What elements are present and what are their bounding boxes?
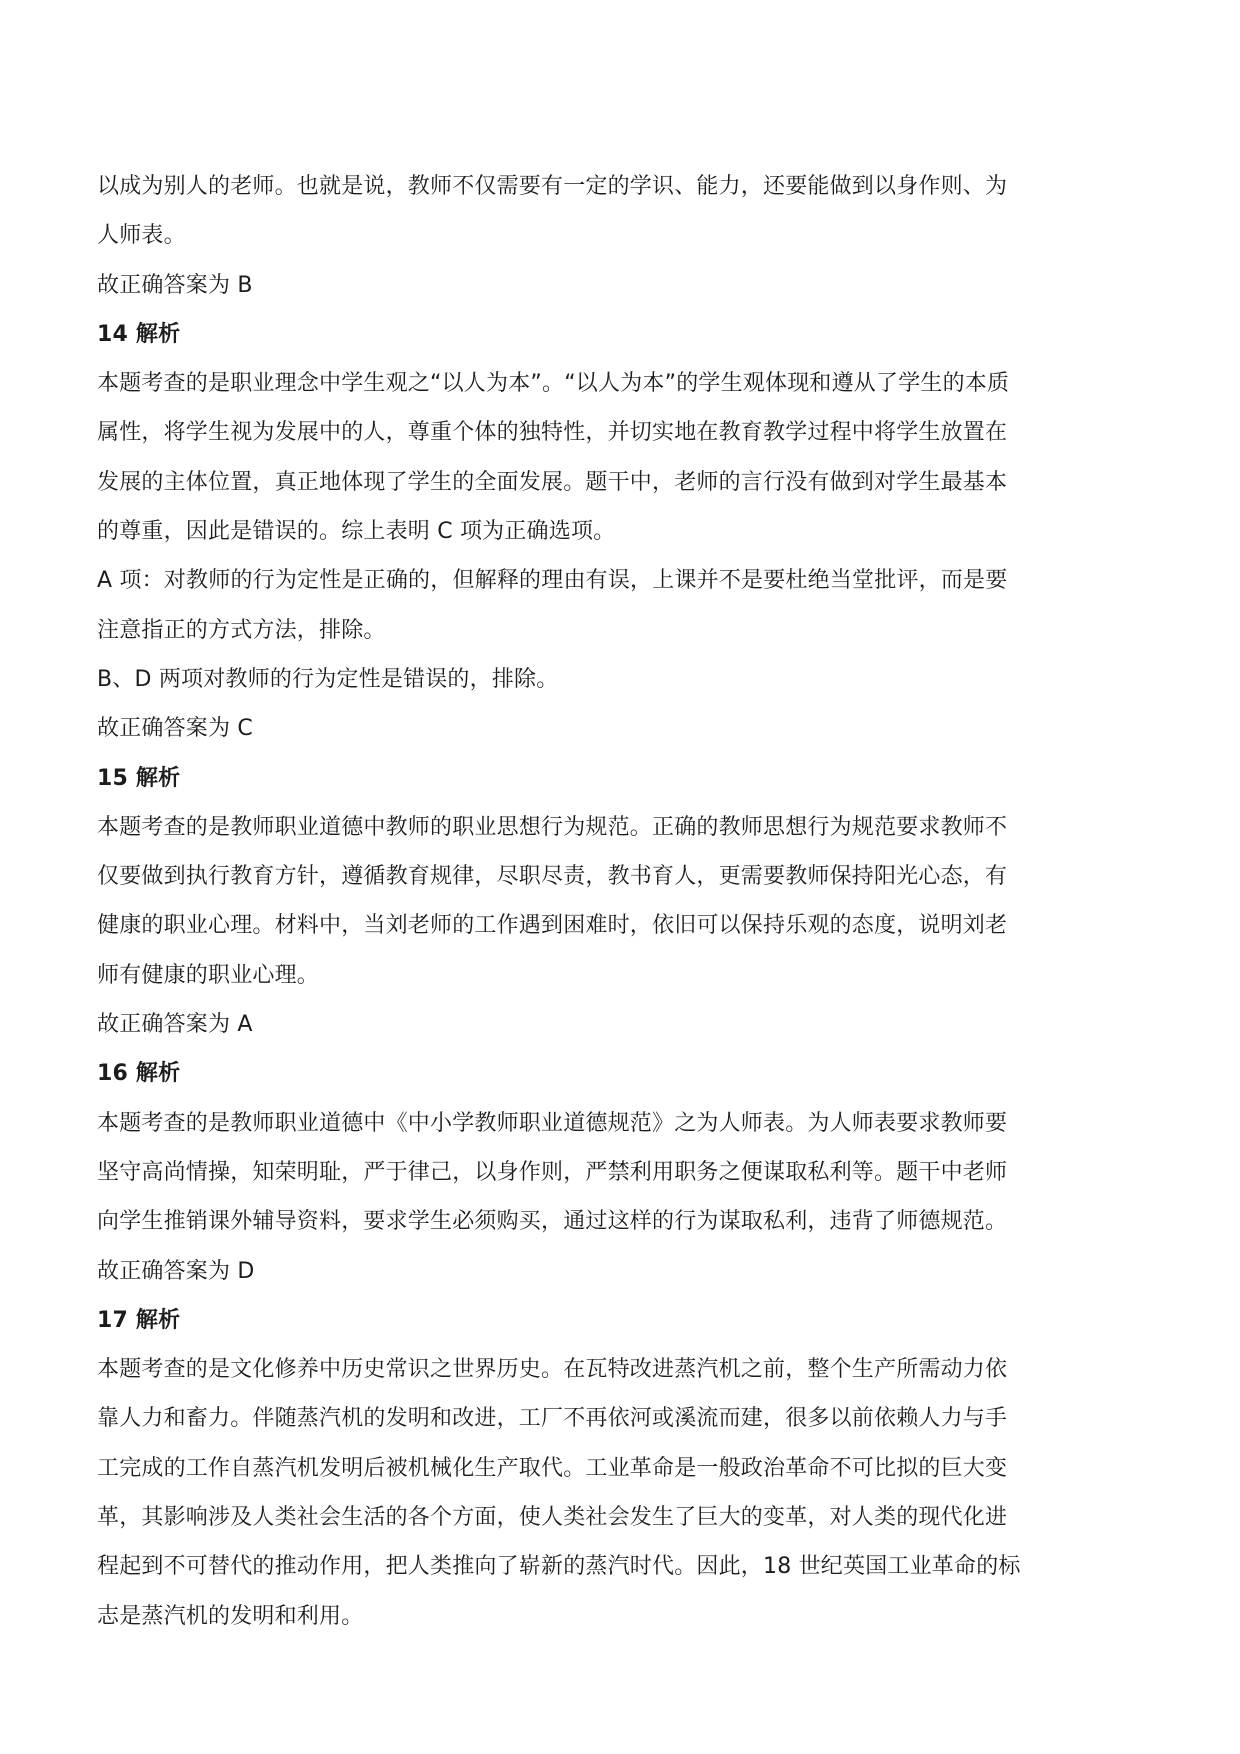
text-line: 师有健康的职业心理。 [97, 962, 320, 988]
section-heading-17: 17 解析 [97, 1307, 181, 1333]
text-line: 本题考查的是文化修养中历史常识之世界历史。在瓦特改进蒸汽机之前，整个生产所需动力依 [97, 1357, 1008, 1383]
paragraph-q15-explanation [97, 803, 1157, 1000]
text-line: 属性，将学生视为发展中的人，尊重个体的独特性，并切实地在教育教学过程中将学生放置在 [97, 420, 1008, 446]
text-line: 发展的主体位置，真正地体现了学生的全面发展。题干中，老师的言行没有做到对学生最基本 [97, 469, 1008, 495]
answer-q14: 故正确答案为 C [97, 716, 253, 742]
text-line: 以成为别人的老师。也就是说，教师不仅需要有一定的学识、能力，还要能做到以身作则、为 [97, 174, 1008, 199]
text-line: 健康的职业心理。材料中，当刘老师的工作遇到困难时，依旧可以保持乐观的态度，说明刘老 [97, 913, 1008, 939]
section-heading-14: 14 解析 [97, 321, 181, 347]
paragraph-q14-option-a [97, 556, 1157, 655]
text-line: 革，其影响涉及人类社会生活的各个方面，使人类社会发生了巨大的变革，对人类的现代化进 [97, 1505, 1008, 1531]
answer-q15: 故正确答案为 A [97, 1012, 253, 1038]
text-line: 靠人力和畜力。伴随蒸汽机的发明和改进，工厂不再依河或溪流而建，很多以前依赖人力与手 [97, 1406, 1008, 1432]
paragraph-q16-explanation [97, 1099, 1157, 1247]
document-body [97, 162, 1157, 1641]
text-line: 工完成的工作自蒸汽机发明后被机械化生产取代。工业革命是一般政治革命不可比拟的巨大变 [97, 1455, 1008, 1481]
text-line: 向学生推销课外辅导资料，要求学生必须购买，通过这样的行为谋取私利，违背了师德规范。 [97, 1209, 1008, 1235]
text-line: 程起到不可替代的推动作用，把人类推向了崭新的蒸汽时代。因此，18 世纪英国工业革命的标 [97, 1554, 1021, 1580]
text-line: 人师表。 [97, 223, 186, 249]
paragraph-q14-options-bd: B、D 两项对教师的行为定性是错误的，排除。 [97, 666, 559, 692]
text-line: 本题考查的是教师职业道德中教师的职业思想行为规范。正确的教师思想行为规范要求教师不 [97, 814, 1008, 840]
section-heading-15: 15 解析 [97, 765, 181, 791]
text-line: 志是蒸汽机的发明和利用。 [97, 1603, 364, 1629]
paragraph-q13-continuation [97, 162, 1157, 261]
answer-q13: 故正确答案为 B [97, 272, 253, 298]
paragraph-q14-explanation [97, 359, 1157, 556]
text-line: 的尊重，因此是错误的。综上表明 C 项为正确选项。 [97, 519, 616, 545]
paragraph-q17-explanation [97, 1345, 1157, 1641]
text-line: 本题考查的是教师职业道德中《中小学教师职业道德规范》之为人师表。为人师表要求教师要 [97, 1110, 1008, 1136]
text-line: 坚守高尚情操，知荣明耻，严于律己，以身作则，严禁利用职务之便谋取私利等。题干中老师 [97, 1159, 1008, 1185]
section-heading-16: 16 解析 [97, 1061, 181, 1087]
text-line: A 项：对教师的行为定性是正确的，但解释的理由有误，上课并不是要杜绝当堂批评，而是要 [97, 568, 1008, 594]
text-line: 本题考查的是职业理念中学生观之“以人为本”。“以人为本”的学生观体现和遵从了学生的本质 [97, 371, 1010, 397]
text-line: 注意指正的方式方法，排除。 [97, 617, 386, 643]
answer-q16: 故正确答案为 D [97, 1258, 255, 1284]
text-line: 仅要做到执行教育方针，遵循教育规律，尽职尽责，教书育人，更需要教师保持阳光心态，有 [97, 864, 1008, 890]
